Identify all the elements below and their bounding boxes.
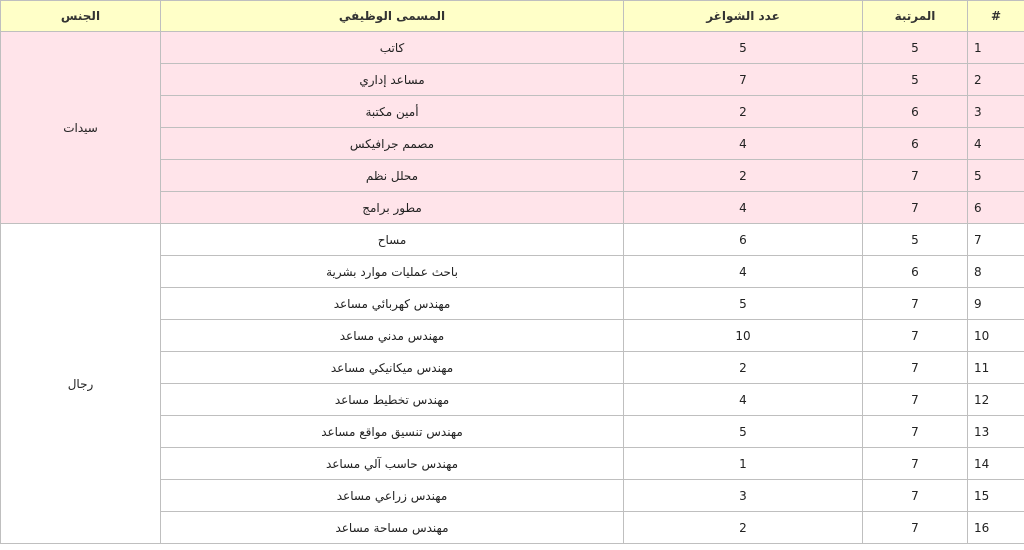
rank-cell: 5 (863, 32, 968, 64)
job-title-cell: باحث عمليات موارد بشرية (161, 256, 624, 288)
job-title-cell: مهندس مساحة مساعد (161, 512, 624, 544)
rank-cell: 7 (863, 288, 968, 320)
vacancies-cell: 6 (624, 224, 863, 256)
job-title-cell: مهندس ميكانيكي مساعد (161, 352, 624, 384)
header-job-title: المسمى الوظيفي (161, 1, 624, 32)
vacancies-cell: 2 (624, 96, 863, 128)
job-title-cell: مهندس زراعي مساعد (161, 480, 624, 512)
vacancies-cell: 2 (624, 352, 863, 384)
job-title-cell: مصمم جرافيكس (161, 128, 624, 160)
row-number-cell: 8 (968, 256, 1024, 288)
header-number: # (968, 1, 1024, 32)
vacancies-cell: 4 (624, 128, 863, 160)
vacancies-cell: 1 (624, 448, 863, 480)
row-number-cell: 1 (968, 32, 1024, 64)
row-number-cell: 16 (968, 512, 1024, 544)
job-title-cell: مهندس تنسيق مواقع مساعد (161, 416, 624, 448)
header-rank: المرتبة (863, 1, 968, 32)
vacancies-cell: 5 (624, 288, 863, 320)
rank-cell: 7 (863, 384, 968, 416)
vacancies-cell: 4 (624, 384, 863, 416)
rank-cell: 7 (863, 448, 968, 480)
rank-cell: 7 (863, 480, 968, 512)
rank-cell: 7 (863, 352, 968, 384)
table-body (1, 32, 1024, 544)
job-title-cell: كاتب (161, 32, 624, 64)
vacancies-cell: 5 (624, 416, 863, 448)
rank-cell: 7 (863, 512, 968, 544)
row-number-cell: 11 (968, 352, 1024, 384)
row-number-cell: 5 (968, 160, 1024, 192)
row-number-cell: 9 (968, 288, 1024, 320)
rank-cell: 6 (863, 96, 968, 128)
row-number-cell: 12 (968, 384, 1024, 416)
row-number-cell: 6 (968, 192, 1024, 224)
vacancies-cell: 10 (624, 320, 863, 352)
rank-cell: 7 (863, 160, 968, 192)
job-title-cell: مهندس كهربائي مساعد (161, 288, 624, 320)
row-number-cell: 10 (968, 320, 1024, 352)
vacancies-cell: 4 (624, 192, 863, 224)
row-number-cell: 3 (968, 96, 1024, 128)
vacancies-cell: 3 (624, 480, 863, 512)
job-title-cell: مساعد إداري (161, 64, 624, 96)
row-number-cell: 13 (968, 416, 1024, 448)
row-number-cell: 2 (968, 64, 1024, 96)
rank-cell: 7 (863, 192, 968, 224)
table-header-row (1, 1, 1024, 32)
vacancies-cell: 7 (624, 64, 863, 96)
rank-cell: 6 (863, 256, 968, 288)
rank-cell: 7 (863, 416, 968, 448)
job-title-cell: مطور برامج (161, 192, 624, 224)
rank-cell: 7 (863, 320, 968, 352)
rank-cell: 5 (863, 224, 968, 256)
row-number-cell: 14 (968, 448, 1024, 480)
table-row (1, 224, 1024, 256)
row-number-cell: 15 (968, 480, 1024, 512)
job-title-cell: مهندس تخطيط مساعد (161, 384, 624, 416)
job-title-cell: مهندس مدني مساعد (161, 320, 624, 352)
job-title-cell: محلل نظم (161, 160, 624, 192)
job-title-cell: أمين مكتبة (161, 96, 624, 128)
vacancies-cell: 2 (624, 512, 863, 544)
job-title-cell: مساح (161, 224, 624, 256)
vacancies-cell: 2 (624, 160, 863, 192)
table-row (1, 32, 1024, 64)
gender-cell: سيدات (1, 32, 161, 224)
rank-cell: 5 (863, 64, 968, 96)
gender-cell: رجال (1, 224, 161, 544)
row-number-cell: 7 (968, 224, 1024, 256)
vacancies-cell: 5 (624, 32, 863, 64)
job-title-cell: مهندس حاسب آلي مساعد (161, 448, 624, 480)
vacancies-cell: 4 (624, 256, 863, 288)
header-gender: الجنس (1, 1, 161, 32)
row-number-cell: 4 (968, 128, 1024, 160)
rank-cell: 6 (863, 128, 968, 160)
header-vacancies: عدد الشواغر (624, 1, 863, 32)
